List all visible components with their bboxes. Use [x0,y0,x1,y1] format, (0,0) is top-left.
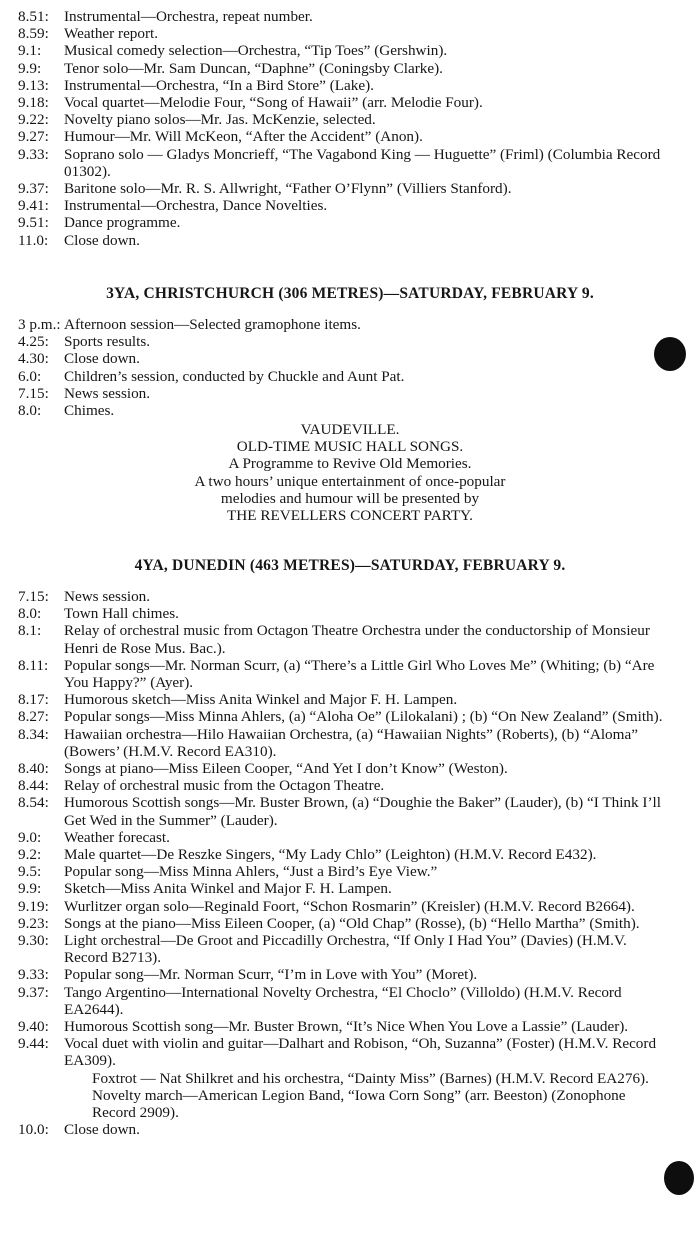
program-entry [0,1121,700,1138]
entry-desc: News session. [64,588,151,605]
entry-desc: Popular song—Miss Minna Ahlers, “Just a Bird’s Eye View.” [64,863,438,881]
entry-time: 9.9: [18,59,42,77]
entry-desc: Chimes. [64,402,115,420]
entry-desc: Humorous Scottish songs—Mr. Buster Brown, (a) “Doughie the Baker” (Lauder), (b) “I Think I’ll Get Wed in the Summer” (Lauder). [64,794,661,829]
entry-desc: Vocal duet with violin and guitar—Dalhart and Robison, “Oh, Suzanna” (Foster) (H.M.V. Record EA309). [64,1035,657,1070]
program-entry [0,932,700,966]
vaudeville-subtitle: OLD-TIME MUSIC HALL SONGS. [236,438,464,456]
entry-time: 8.0: [18,402,42,420]
entry-time: 9.44: [18,1035,49,1053]
program-entry [0,588,700,605]
program-entry [0,622,700,656]
entry-desc: Instrumental—Orchestra, repeat number. [64,8,313,25]
entry-time: 9.9: [18,880,42,898]
entry-desc: Weather report. [64,25,159,43]
program-entry [0,60,700,77]
program-entry [0,777,700,794]
entry-time: 7.15: [18,384,49,402]
entry-desc: Light orchestral—De Groot and Piccadilly Orchestra, “If Only I Had You” (Davies) (H.M.V. Record B2713). [64,932,627,967]
entry-desc: Soprano solo — Gladys Moncrieff, “The Vagabond King — Huguette” (Friml) (Columbia Record 01302). [64,145,661,180]
program-entry [0,197,700,214]
entry-time: 9.33: [18,966,49,984]
entry-desc: Humorous sketch—Miss Anita Winkel and Major F. H. Lampen. [64,691,458,709]
entry-time: 9.0: [18,828,42,846]
program-entry [0,726,700,760]
program-entry [0,898,700,915]
entry-desc: Baritone solo—Mr. R. S. Allwright, “Father O’Flynn” (Villiers Stanford). [64,180,512,198]
entry-desc: Humorous Scottish song—Mr. Buster Brown, “It’s Nice When You Love a Lassie” (Lauder). [64,1018,629,1036]
entry-time: 4.30: [18,350,49,368]
entry-time: 9.30: [18,932,49,950]
program-entry [0,146,700,180]
program-entry [0,316,700,333]
entry-time: 8.34: [18,725,49,743]
entry-desc: Town Hall chimes. [64,605,179,623]
entry-time: 9.33: [18,145,49,163]
vaudeville-line: melodies and humour will be presented by [220,489,480,507]
program-entry [0,368,700,385]
entry-desc: Wurlitzer organ solo—Reginald Foort, “Schon Rosmarin” (Kreisler) (H.M.V. Record B2664). [64,897,635,915]
entry-desc: Tenor solo—Mr. Sam Duncan, “Daphne” (Coningsby Clarke). [64,59,443,77]
entry-desc: Popular songs—Miss Minna Ahlers, (a) “Aloha Oe” (Lilokalani) ; (b) “On New Zealand” (Smith). [64,708,663,726]
entry-time: 9.41: [18,197,49,215]
program-entry [0,794,700,828]
program-continuation: Novelty march—American Legion Band, “Iowa Corn Song” (arr. Beeston) (Zonophone Record 2909). [92,1086,626,1122]
entry-time: 4.25: [18,333,49,351]
entry-desc: Songs at the piano—Miss Eileen Cooper, (a) “Old Chap” (Rosse), (b) “Hello Martha” (Smith). [64,914,640,932]
program-entry [0,77,700,94]
entry-desc: Tango Argentino—International Novelty Orchestra, “El Choclo” (Villoldo) (H.M.V. Record EA2644). [64,983,622,1018]
entry-time: 8.54: [18,794,49,812]
entry-time: 9.40: [18,1018,49,1036]
entry-desc: Children’s session, conducted by Chuckle and Aunt Pat. [64,367,405,385]
entry-time: 9.5: [18,863,42,881]
entry-time: 9.1: [18,42,42,60]
program-entry [0,915,700,932]
program-entry [0,1035,700,1069]
program-entry [0,111,700,128]
entry-desc: Close down. [64,350,140,368]
program-entry [0,402,700,419]
program-entry [0,829,700,846]
program-entry [0,350,700,367]
program-entry [0,214,700,231]
program-entry [0,605,700,622]
program-entry [0,657,700,691]
program-entry [0,880,700,897]
program-entry [0,760,700,777]
program-entry [0,691,700,708]
entry-desc: Male quartet—De Reszke Singers, “My Lady Chlo” (Leighton) (H.M.V. Record E432). [64,846,597,864]
entry-time: 9.19: [18,897,49,915]
entry-time: 9.22: [18,111,49,129]
entry-desc: Relay of orchestral music from Octagon Theatre Orchestra under the conductorship of Monsieur Henri de Rose Mus. Bac.). [64,622,650,657]
entry-time: 6.0: [18,367,42,385]
program-entry [0,232,700,249]
program-entry [0,94,700,111]
entry-time: 9.2: [18,846,42,864]
entry-desc: Instrumental—Orchestra, Dance Novelties. [64,197,328,215]
entry-desc: Dance programme. [64,214,181,232]
program-entry [0,984,700,1018]
entry-desc: Afternoon session—Selected gramophone items. [64,316,361,333]
entry-time: 9.51: [18,214,49,232]
ink-blot [654,337,686,371]
vaudeville-line: A two hours’ unique entertainment of once-popular [194,472,506,490]
entry-desc: Close down. [64,1121,140,1139]
section-3ya [0,316,700,419]
program-entry [0,8,700,25]
program-entry [0,180,700,197]
entry-desc: Relay of orchestral music from the Octagon Theatre. [64,777,385,795]
program-continuation: Foxtrot — Nat Shilkret and his orchestra, “Dainty Miss” (Barnes) (H.M.V. Record EA276). [92,1069,649,1087]
entry-desc: Sketch—Miss Anita Winkel and Major F. H. Lampen. [64,880,392,898]
entry-time: 9.37: [18,180,49,198]
entry-time: 8.0: [18,605,42,623]
program-entry [0,966,700,983]
entry-time: 9.13: [18,76,49,94]
entry-time: 8.51: [18,8,49,25]
entry-time: 8.40: [18,760,49,778]
entry-desc: Vocal quartet—Melodie Four, “Song of Hawaii” (arr. Melodie Four). [64,94,483,112]
entry-time: 9.18: [18,94,49,112]
program-entry [0,863,700,880]
entry-time: 8.11: [18,656,49,674]
program-entry [0,25,700,42]
program-entry [0,128,700,145]
entry-time: 8.27: [18,708,49,726]
entry-desc: Popular songs—Mr. Norman Scurr, (a) “There’s a Little Girl Who Loves Me” (Whiting; (b) “Are You Happy?” (Ayer). [64,656,655,692]
entry-desc: Novelty piano solos—Mr. Jas. McKenzie, selected. [64,111,376,129]
vaudeville-title: VAUDEVILLE. [300,421,400,438]
entry-time: 9.37: [18,983,49,1001]
entry-desc: Songs at piano—Miss Eileen Cooper, “And Yet I don’t Know” (Weston). [64,760,508,778]
vaudeville-notice [0,421,700,524]
entry-time: 8.17: [18,691,49,709]
entry-time: 3 p.m.: [18,316,61,333]
entry-time: 8.1: [18,622,42,640]
vaudeville-line: A Programme to Revive Old Memories. [228,455,472,473]
vaudeville-line: THE REVELLERS CONCERT PARTY. [227,507,473,525]
entry-desc: Popular song—Mr. Norman Scurr, “I’m in Love with You” (Moret). [64,966,478,984]
entry-time: 8.44: [18,777,49,795]
entry-time: 8.59: [18,25,49,43]
entry-time: 9.27: [18,128,49,146]
program-entry [0,846,700,863]
entry-desc: Instrumental—Orchestra, “In a Bird Store” (Lake). [64,76,374,94]
program-entry [0,42,700,59]
entry-desc: Musical comedy selection—Orchestra, “Tip Toes” (Gershwin). [64,42,448,60]
section-4ya [0,588,700,1139]
program-entry [0,708,700,725]
entry-time: 11.0: [18,231,49,249]
entry-desc: News session. [64,384,151,402]
entry-desc: Close down. [64,231,140,249]
station-heading-4ya: 4YA, DUNEDIN (463 METRES)—SATURDAY, FEBRUARY 9. [134,557,566,574]
entry-desc: Humour—Mr. Will McKeon, “After the Accident” (Anon). [64,128,423,146]
section-2ya-continued [0,8,700,249]
program-entry [0,385,700,402]
station-heading-3ya: 3YA, CHRISTCHURCH (306 METRES)—SATURDAY, FEBRUARY 9. [106,285,594,302]
entry-desc: Sports results. [64,333,151,351]
program-entry [0,1018,700,1035]
entry-time: 7.15: [18,588,49,605]
program-entry [0,333,700,350]
entry-desc: Hawaiian orchestra—Hilo Hawaiian Orchestra, (a) “Hawaiian Nights” (Roberts), (b) “Aloma” (Bowers’ (H.M.V. Record EA310). [64,725,638,760]
entry-time: 10.0: [18,1121,49,1139]
ink-blot [664,1161,694,1195]
entry-time: 9.23: [18,914,49,932]
entry-desc: Weather forecast. [64,828,170,846]
